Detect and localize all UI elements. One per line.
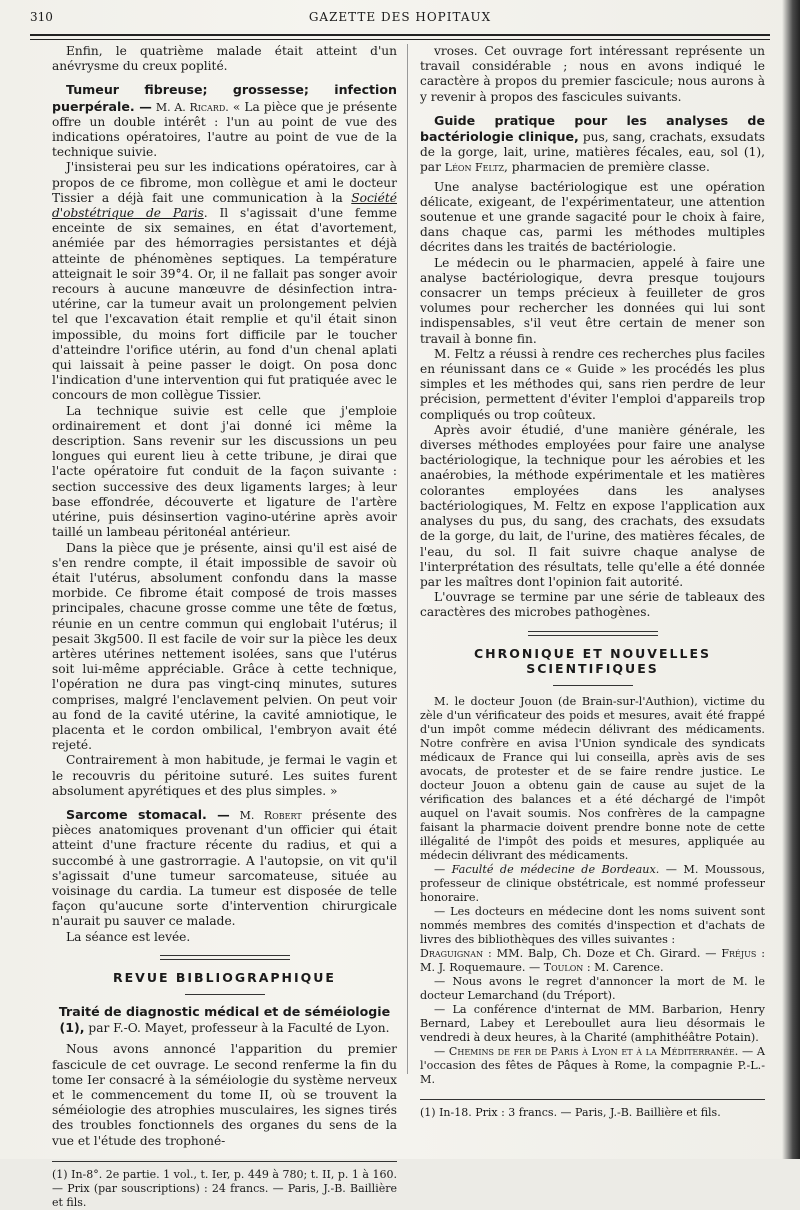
paragraph bbox=[52, 807, 397, 930]
author-name: M. A. Ricard. bbox=[155, 100, 229, 114]
section-title: CHRONIQUE ET NOUVELLES SCIENTIFIQUES bbox=[473, 645, 711, 676]
paragraph: Draguignan : MM. Balp, Ch. Doze et Ch. Girard. — Fréjus : M. J. Roquemaure. — Toulon : M. Carence. bbox=[420, 946, 766, 974]
footnote-rule bbox=[420, 1099, 765, 1100]
right-column bbox=[420, 44, 765, 1120]
section-title: REVUE BIBLIOGRAPHIQUE bbox=[113, 969, 336, 985]
paragraph: — Les docteurs en médecine dont les noms suivent sont nommés membres des comités d'inspection et d'achats de livres des bibliothèques des villes suivantes : bbox=[420, 904, 765, 946]
paragraph: M. Feltz a réussi à rendre ces recherches plus faciles en réunissant dans ce « Guide » les procédés les plus simples et les méthodes qui, sans rien perdre de leur précision, permettent d'éviter l'emploi d'appareils trop compliqués ou trop coûteux. bbox=[420, 346, 765, 422]
paragraph: La séance est levée. bbox=[66, 929, 191, 944]
paragraph: Après avoir étudié, d'une manière générale, les diverses méthodes employées pour faire une analyse bactériologique, la technique pour les aérobies et les anaérobies, la méthode expérimentale et les matières colorantes employées dans les analyses bactériologiques, M. Feltz en expose l'application aux analyses du pus, du sang, des crachats, des exsudats de la gorge, du lait, de l'urine, des matières fécales, de l'eau, du sol. Il fait suivre chaque analyse de l'interprétation des résultats, telle qu'elle a été donnée par les maîtres dont l'opinion fait autorité. bbox=[420, 422, 765, 589]
paragraph: La technique suivie est celle que j'emploie ordinairement et dont j'ai donné ici même la description. Sans revenir sur les discussions un peu longues qui eurent lieu à cette tribune, je dirai que l'acte opératoire fut conduit de la façon suivante : section successive des deux ligaments larges; à leur base effondrée, découverte et ligature de l'artère utérine, puis désinsertion vagino-utérine après avoir taillé un lambeau péritonéal antérieur. bbox=[52, 403, 397, 540]
paragraph: — Faculté de médecine de Bordeaux. — M. Moussous, professeur de clinique obstétricale, est nommé professeur honoraire. bbox=[420, 862, 765, 904]
book-entry: Guide pratique pour les analyses de bactériologie clinique, pus, sang, crachats, exsudats de la gorge, lait, urine, matières fécales, eau, sol (1), par Léon Feltz, pharmacien de première classe. bbox=[420, 112, 765, 175]
short-rule bbox=[185, 994, 265, 995]
paragraph: Une analyse bactériologique est une opération délicate, exigeant, de l'expérimentateur, une attention soutenue et une grande sagacité pour le choix à faire, dans chaque cas, parmi les méthodes multiples décrites dans les traités de bactériologie. bbox=[420, 179, 765, 255]
paragraph: — La conférence d'internat de MM. Barbarion, Henry Bernard, Labey et Lereboullet aura lieu désormais le vendredi à deux heures, à la Charité (amphithéâtre Potain). bbox=[420, 1002, 765, 1044]
paragraph: L'ouvrage se termine par une série de tableaux des caractères des microbes pathogènes. bbox=[420, 590, 765, 620]
society-name: Société d'obstétrique de Paris bbox=[52, 190, 397, 221]
subheading: Tumeur fibreuse; grossesse; infection puerpérale. — bbox=[52, 82, 397, 114]
ornamental-rule bbox=[528, 631, 658, 636]
footnote-rule bbox=[52, 1161, 397, 1162]
left-column bbox=[52, 44, 397, 1210]
short-rule bbox=[553, 685, 633, 686]
paragraph: Dans la pièce que je présente, ainsi qu'il est aisé de s'en rendre compte, il était impossible de savoir où était l'utérus, absolument confondu dans la masse morbide. Ce fibrome était composé de trois masses principales, chacune grosse comme une tête de fœtus, réunie en un centre commun qui englobait l'utérus; il pesait 3kg500. Il est facile de voir sur la pièce les deux artères utérines nettement isolées, sans que l'utérus soit lui-même appréciable. Grâce à cette technique, l'opération ne dura pas vingt-cinq minutes, sutures comprises, malgré l'enclavement pelvien. On peut voir au fond de la cavité utérine, la cavité amniotique, le placenta et le cordon ombilical, l'embryon avait été rejeté. bbox=[52, 540, 397, 753]
page-header bbox=[30, 10, 770, 28]
paragraph bbox=[52, 82, 397, 160]
paragraph-text: présente des pièces anatomiques provenant d'un officier qui était atteint d'une fracture récente du radius, et qui a succombé à une gastrorragie. A l'autopsie, on vit qu'il s'agissait d'une tumeur sarcomateuse, située au voisinage du cardia. La tumeur est disposée de telle façon qu'aucune sorte d'intervention chirurgicale n'aurait pu sauver ce malade. bbox=[52, 807, 397, 929]
footnote: (1) In-18. Prix : 3 francs. — Paris, J.-B. Baillière et fils. bbox=[420, 1105, 721, 1119]
page-edge-shadow bbox=[782, 0, 800, 1159]
page-number: 310 bbox=[30, 10, 53, 24]
paragraph: Contrairement à mon habitude, je fermai le vagin et le recouvris du péritoine suturé. Les suites furent absolument apyrétiques et des plus simples. » bbox=[52, 753, 397, 798]
ornamental-rule bbox=[160, 955, 290, 960]
subheading: Sarcome stomacal. — bbox=[66, 806, 230, 822]
paragraph: — Chemins de fer de Paris à Lyon et à la Méditerranée. — A l'occasion des fêtes de Pâques à Rome, la compagnie P.-L.-M. bbox=[420, 1044, 765, 1086]
paragraph: — Nous avons le regret d'annoncer la mort de M. le docteur Lemarchand (du Tréport). bbox=[420, 974, 765, 1002]
running-title: GAZETTE DES HOPITAUX bbox=[308, 10, 492, 24]
paragraph: Enfin, le quatrième malade était atteint d'un anévrysme du creux poplité. bbox=[52, 44, 397, 74]
author-name: M. Robert bbox=[239, 808, 302, 822]
paragraph-text: « La pièce que je présente offre un double intérêt : l'un au point de vue des indications opératoires, l'autre au point de vue de la technique suivie. bbox=[52, 99, 398, 160]
paragraph: M. le docteur Jouon (de Brain-sur-l'Authion), victime du zèle d'un vérificateur des poids et mesures, avait été frappé d'un impôt comme médecin délivrant des médicaments. Notre confrère en avisa l'Union syndicale des syndicats médicaux de France qui lui conseilla, après avis de ses avocats, de protester et de se faire rendre justice. Le docteur Jouon a obtenu gain de cause au sujet de la vérification des balances et a été déchargé de l'impôt auquel on l'avait soumis. Nos confrères de la campagne faisant la pharmacie doivent prendre bonne note de cette illégalité de l'impôt des poids et mesures, appliquée au médecin délivrant des médicaments. bbox=[420, 694, 765, 862]
paragraph: Nous avons annoncé l'apparition du premier fascicule de cet ouvrage. Le second renferme la fin du tome Ier consacré à la séméiologie du système nerveux et le commencement du tome II, où se trouvent la séméiologie des atrophies musculaires, les signes tirés des troubles fonctionnels des organes du sens de la vue et l'étude des trophoné- bbox=[52, 1042, 397, 1148]
header-rule bbox=[30, 34, 770, 40]
column-divider bbox=[407, 44, 408, 1074]
paragraph: J'insisterai peu sur les indications opératoires, car à propos de ce fibrome, mon collègue et ami le docteur Tissier a déjà fait une communication à la Société d'obstétrique de Paris. Il s'agissait d'une femme enceinte de six semaines, en état d'avortement, anémiée par des hémorragies persistantes et déjà atteinte de phénomènes septiques. La température atteignait le soir 39°4. Or, il ne fallait pas songer avoir recours à aucune manœuvre de désinfection intra-utérine, car la tumeur avait un prolongement pelvien tel que l'excavation était remplie et qu'il était sinon impossible, du moins fort difficile par le toucher d'atteindre l'orifice utérin, au fond d'un chenal aplati qui laissait à peine passer le doigt. On posa donc l'indication d'une intervention qui fut pratiquée avec le concours de mon collègue Tissier. bbox=[52, 160, 397, 403]
paragraph: Le médecin ou le pharmacien, appelé à faire une analyse bactériologique, devra presque toujours consacrer un temps précieux à feuilleter de gros volumes pour rechercher les données qui lui sont indispensables, s'il veut être certain de mener son travail à bonne fin. bbox=[420, 255, 765, 346]
footnote: (1) In-8°. 2e partie. 1 vol., t. Ier, p. 449 à 780; t. II, p. 1 à 160. — Prix (par souscriptions) : 24 francs. — Paris, J.-B. Baillière et fils. bbox=[52, 1167, 397, 1209]
paragraph: vroses. Cet ouvrage fort intéressant représente un travail considérable ; nous en avons indiqué le caractère à propos du premier fascicule; nous aurons à y revenir à propos des fascicules suivants. bbox=[420, 44, 765, 104]
chronique-block bbox=[420, 695, 765, 1087]
book-title: Traité de diagnostic médical et de séméiologie (1), par F.-O. Mayet, professeur à la Faculté de Lyon. bbox=[58, 1003, 391, 1036]
